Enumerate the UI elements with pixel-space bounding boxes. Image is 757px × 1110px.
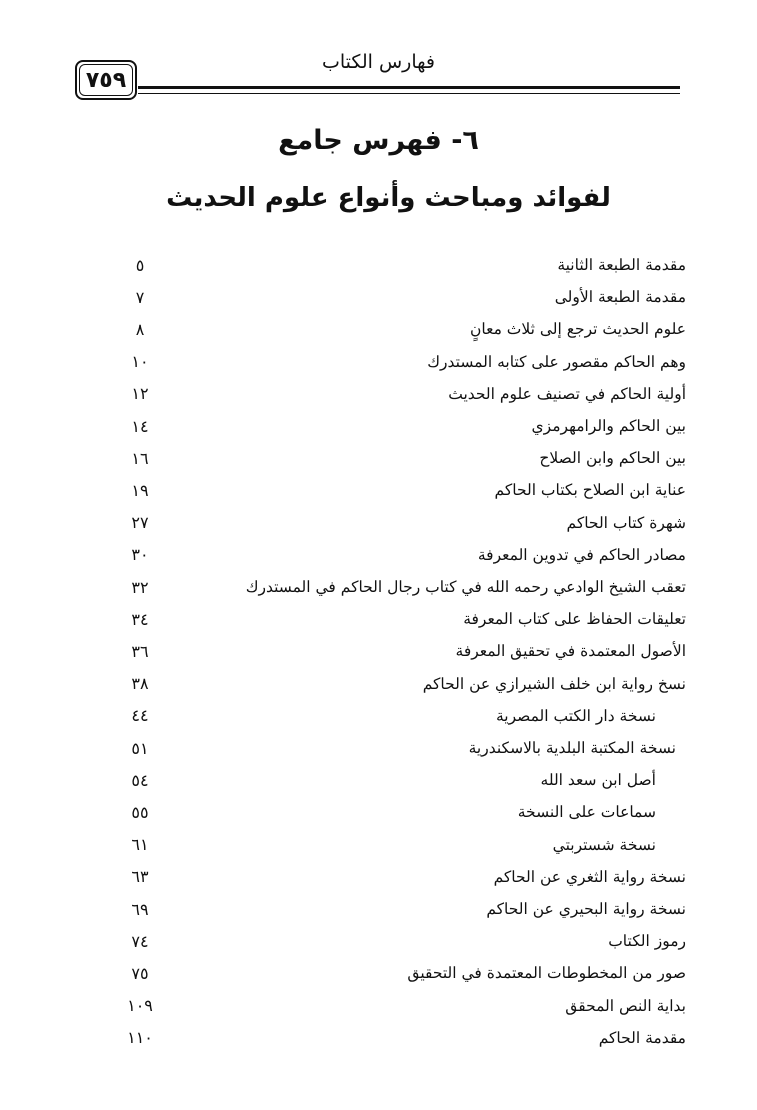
index-entry: [110, 926, 686, 956]
index-entry-page: ٥١: [131, 738, 149, 758]
index-entry-page: ١٦: [131, 448, 149, 468]
index-entry-page: ٦٩: [131, 899, 149, 919]
index-entry-page: ٧٤: [131, 931, 149, 951]
index-entry: [110, 991, 686, 1021]
index-entry-page: ١٠٩: [127, 996, 153, 1016]
index-entry-text: نسخة رواية الثغري عن الحاكم: [493, 867, 686, 886]
index-entry-text: تعقب الشيخ الوادعي رحمه الله في كتاب رجال الحاكم في المستدرك: [245, 578, 686, 596]
index-entry-page: ٥٥: [131, 802, 149, 822]
index-entry: [110, 314, 686, 344]
index-entry: [110, 1023, 686, 1053]
index-entry-text: مصادر الحاكم في تدوين المعرفة: [477, 545, 686, 564]
index-entry-text: نسخة رواية البحيري عن الحاكم: [486, 900, 686, 918]
index-entry-page: ٣٤: [131, 609, 149, 629]
index-entry-text: شهرة كتاب الحاكم: [566, 513, 686, 532]
index-entry-page: ٣٦: [131, 641, 149, 661]
index-entry-text: سماعات على النسخة: [517, 803, 656, 822]
index-entry: [110, 958, 686, 988]
index-entry-page: ٣٢: [131, 577, 149, 597]
index-entry-page: ١٠: [131, 352, 149, 372]
index-entry: [110, 669, 686, 699]
index-entry: [110, 701, 686, 731]
index-entry-text: مقدمة الحاكم: [598, 1028, 686, 1047]
index-entry-text: أولية الحاكم في تصنيف علوم الحديث: [448, 384, 686, 403]
index-entry: [110, 443, 686, 473]
index-entry: [110, 508, 686, 538]
index-entry-page: ١١٠: [127, 1028, 153, 1048]
index-subtitle: لفوائد ومباحث وأنواع علوم الحديث: [166, 183, 611, 213]
index-entry-page: ٦١: [131, 835, 149, 855]
index-entry: [110, 475, 686, 505]
index-entry-text: أصل ابن سعد الله: [540, 771, 656, 790]
index-entry-page: ٧٥: [131, 963, 149, 983]
index-entry-text: بين الحاكم والرامهرمزي: [531, 417, 686, 435]
index-entry-page: ٣٨: [131, 674, 149, 694]
index-entry-page: ٦٣: [131, 867, 149, 887]
index-entry-text: الأصول المعتمدة في تحقيق المعرفة: [455, 642, 686, 661]
index-entry: [110, 347, 686, 377]
index-entry-page: ١٤: [131, 416, 149, 436]
index-entry-page: ٤٤: [131, 706, 149, 726]
index-entry-text: نسخة المكتبة البلدية بالاسكندرية: [468, 739, 676, 757]
index-entry: [110, 636, 686, 666]
index-entry-page: ١٢: [131, 384, 149, 404]
index-entry-text: وهم الحاكم مقصور على كتابه المستدرك: [427, 352, 686, 371]
index-entry-text: مقدمة الطبعة الأولى: [554, 288, 686, 307]
index-entry-text: صور من المخطوطات المعتمدة في التحقيق: [407, 964, 686, 983]
index-title: ٦- فهرس جامع: [278, 125, 479, 156]
index-entry: [110, 540, 686, 570]
index-entry-text: نسخة شستربتي: [552, 835, 656, 854]
index-entry-page: ٥: [135, 255, 145, 275]
index-entry: [110, 250, 686, 280]
index-entry: [110, 797, 686, 827]
index-entry-text: بين الحاكم وابن الصلاح: [539, 449, 686, 468]
index-entry: [110, 379, 686, 409]
running-head: فهارس الكتاب: [321, 51, 435, 73]
index-entry-page: ٣٠: [131, 545, 149, 565]
index-entry-page: ٨: [135, 319, 145, 339]
index-entry-page: ٢٧: [131, 513, 149, 533]
index-entry-text: نسخة دار الكتب المصرية: [495, 706, 656, 725]
index-entry: [110, 572, 686, 602]
index-entry-text: نسخ رواية ابن خلف الشيرازي عن الحاكم: [422, 674, 686, 693]
index-entry: [110, 830, 686, 860]
index-entry: [110, 862, 686, 892]
index-entry-text: مقدمة الطبعة الثانية: [557, 256, 686, 274]
index-entry: [110, 733, 686, 763]
index-entry-text: رموز الكتاب: [608, 932, 686, 951]
index-entry-page: ٥٤: [131, 770, 149, 790]
index-entry-text: تعليقات الحفاظ على كتاب المعرفة: [463, 610, 686, 629]
index-entry: [110, 411, 686, 441]
index-entry-text: علوم الحديث ترجع إلى ثلاث معانٍ: [469, 320, 686, 339]
page-number: ٧٥٩: [85, 67, 127, 93]
index-entry: [110, 604, 686, 634]
index-entry: [110, 765, 686, 795]
index-entry: [110, 894, 686, 924]
index-entry-text: عناية ابن الصلاح بكتاب الحاكم: [494, 481, 686, 500]
index-entry-text: بداية النص المحقق: [565, 996, 686, 1015]
index-entry-page: ١٩: [131, 480, 149, 500]
index-entry-page: ٧: [135, 287, 145, 307]
index-entry: [110, 282, 686, 312]
